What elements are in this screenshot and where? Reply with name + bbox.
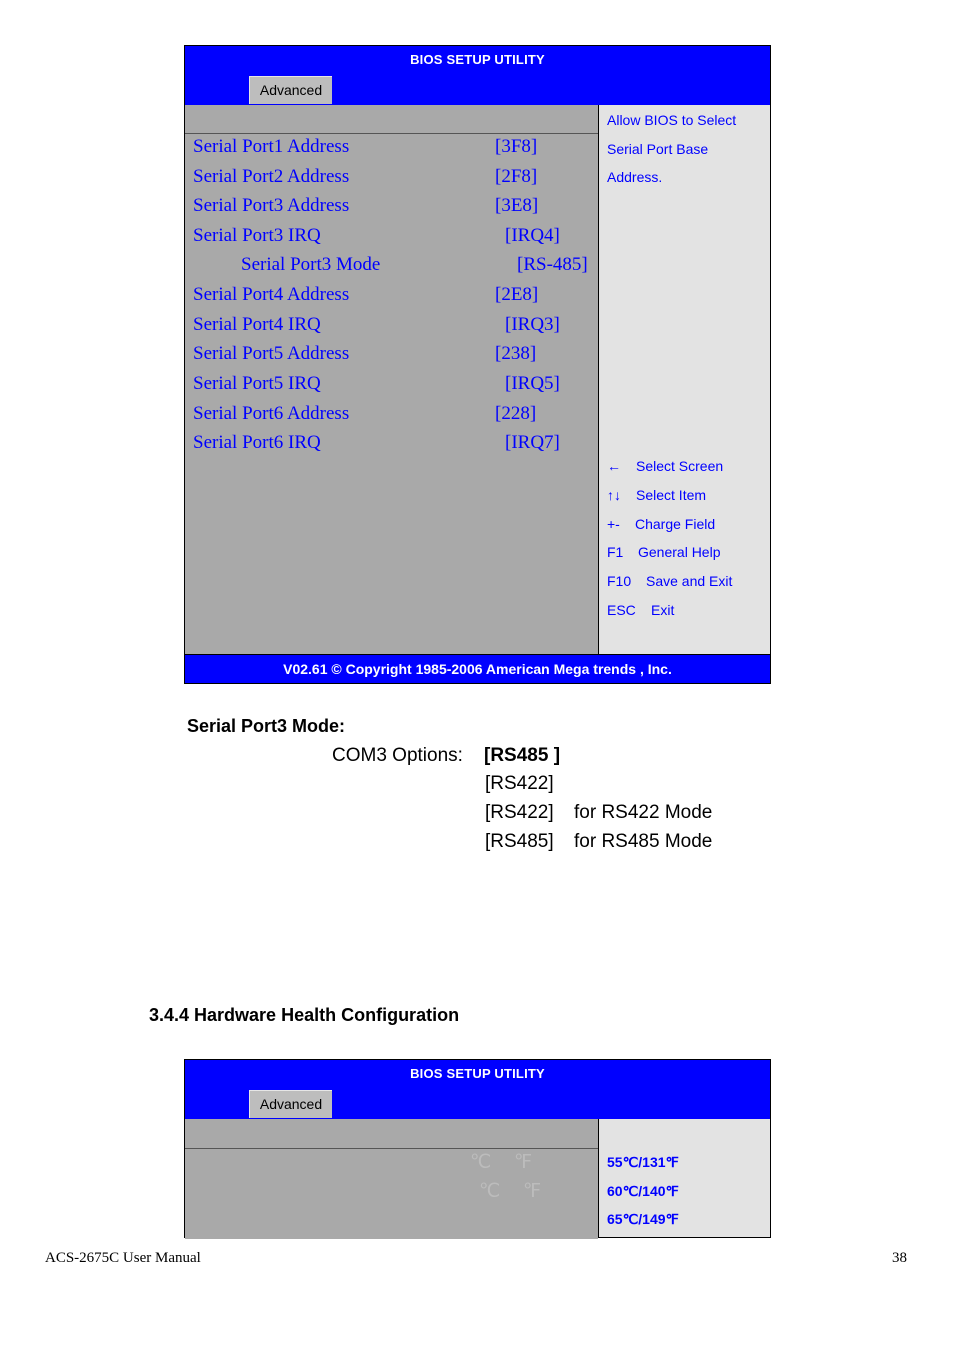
key-hint-desc: General Help xyxy=(638,544,721,560)
key-label: F1 xyxy=(607,544,624,560)
manual-title-footer: ACS-2675C User Manual xyxy=(45,1250,201,1266)
setting-value[interactable]: [228] xyxy=(495,403,537,424)
option-value: [RS422] xyxy=(485,802,554,823)
setting-value[interactable]: [2E8] xyxy=(495,284,539,305)
com3-options-label: COM3 Options: xyxy=(332,745,463,766)
setting-label: Serial Port1 Address xyxy=(193,136,350,157)
option-value: [RS422] xyxy=(485,773,554,794)
key-label: F10 xyxy=(607,573,632,589)
option-desc: for RS485 Mode xyxy=(574,831,713,852)
setting-row[interactable] xyxy=(193,314,593,342)
setting-label: Serial Port3 Address xyxy=(193,195,350,216)
key-label: ESC xyxy=(607,602,636,618)
setting-row[interactable] xyxy=(193,343,593,371)
setting-value[interactable]: [238] xyxy=(495,343,537,364)
option-desc: for RS422 Mode xyxy=(574,802,713,823)
mode-heading: Serial Port3 Mode: xyxy=(187,716,346,736)
setting-value[interactable]: [IRQ7] xyxy=(505,432,560,453)
bios-title-bar xyxy=(185,1060,770,1119)
bios-screen-hardware-health xyxy=(184,1059,771,1238)
key-hint-desc: Select Item xyxy=(636,487,707,503)
up-down-arrow-icon: ↑↓ xyxy=(607,487,621,503)
setting-row[interactable] xyxy=(193,254,593,282)
setting-label: Serial Port5 Address xyxy=(193,343,350,364)
temperature-option: 65℃/149℉ xyxy=(607,1211,679,1227)
help-text-line: Allow BIOS to Select xyxy=(607,112,737,128)
key-hint-desc: Exit xyxy=(651,602,675,618)
setting-label: Serial Port4 IRQ xyxy=(193,314,321,335)
option-value: [RS485] xyxy=(485,831,554,852)
help-panel xyxy=(599,105,770,654)
setting-value[interactable]: [2F8] xyxy=(495,166,538,187)
key-hint-desc: Select Screen xyxy=(636,458,724,474)
left-arrow-icon: ← xyxy=(607,458,621,474)
setting-row[interactable] xyxy=(193,195,593,223)
bios-screen-serial xyxy=(184,45,771,684)
tab-advanced[interactable]: Advanced xyxy=(249,76,332,104)
setting-row[interactable] xyxy=(193,166,593,194)
bios-title: BIOS SETUP UTILITY xyxy=(410,52,545,67)
key-label: +- xyxy=(607,516,620,532)
setting-value[interactable]: [IRQ4] xyxy=(505,225,560,246)
setting-label: Serial Port2 Address xyxy=(193,166,350,187)
setting-row[interactable] xyxy=(193,136,593,164)
setting-label: Serial Port6 Address xyxy=(193,403,350,424)
setting-row[interactable] xyxy=(193,373,593,401)
section-heading: 3.4.4 Hardware Health Configuration xyxy=(149,1005,460,1025)
setting-row[interactable] xyxy=(193,225,593,253)
setting-label: Serial Port6 IRQ xyxy=(193,432,321,453)
setting-row[interactable] xyxy=(193,403,593,431)
page-number: 38 xyxy=(892,1250,907,1266)
bios-title: BIOS SETUP UTILITY xyxy=(410,1066,545,1081)
panel-divider xyxy=(185,133,598,134)
setting-value[interactable]: [IRQ5] xyxy=(505,373,560,394)
help-text-line: Address. xyxy=(607,169,663,185)
setting-label: Serial Port3 IRQ xyxy=(193,225,321,246)
temperature-option: 60℃/140℉ xyxy=(607,1183,679,1199)
unit-celsius: ℃ xyxy=(470,1152,492,1173)
help-text-line: Serial Port Base xyxy=(607,141,709,157)
setting-value[interactable]: [RS-485] xyxy=(517,254,588,275)
temperature-option: 55℃/131℉ xyxy=(607,1154,679,1170)
setting-label: Serial Port3 Mode xyxy=(241,254,381,275)
setting-label: Serial Port4 Address xyxy=(193,284,350,305)
setting-label: Serial Port5 IRQ xyxy=(193,373,321,394)
key-hint-desc: Charge Field xyxy=(635,516,716,532)
bios-title-bar xyxy=(185,46,770,105)
key-hint-desc: Save and Exit xyxy=(646,573,733,589)
setting-value[interactable]: [3E8] xyxy=(495,195,539,216)
help-panel xyxy=(599,1119,770,1238)
setting-value[interactable]: [IRQ3] xyxy=(505,314,560,335)
default-option: [RS485 ] xyxy=(484,745,561,766)
tab-advanced[interactable]: Advanced xyxy=(249,1090,332,1118)
setting-value[interactable]: [3F8] xyxy=(495,136,538,157)
setting-row[interactable] xyxy=(193,432,593,460)
unit-fahrenheit: ℉ xyxy=(523,1181,542,1202)
bios-copyright-footer: V02.61 © Copyright 1985-2006 American Mega trends , Inc. xyxy=(185,655,770,683)
unit-fahrenheit: ℉ xyxy=(514,1152,533,1173)
panel-divider xyxy=(185,1148,598,1149)
settings-panel xyxy=(185,105,598,654)
settings-panel xyxy=(185,1119,598,1239)
unit-celsius: ℃ xyxy=(479,1181,501,1202)
setting-row[interactable] xyxy=(193,284,593,312)
